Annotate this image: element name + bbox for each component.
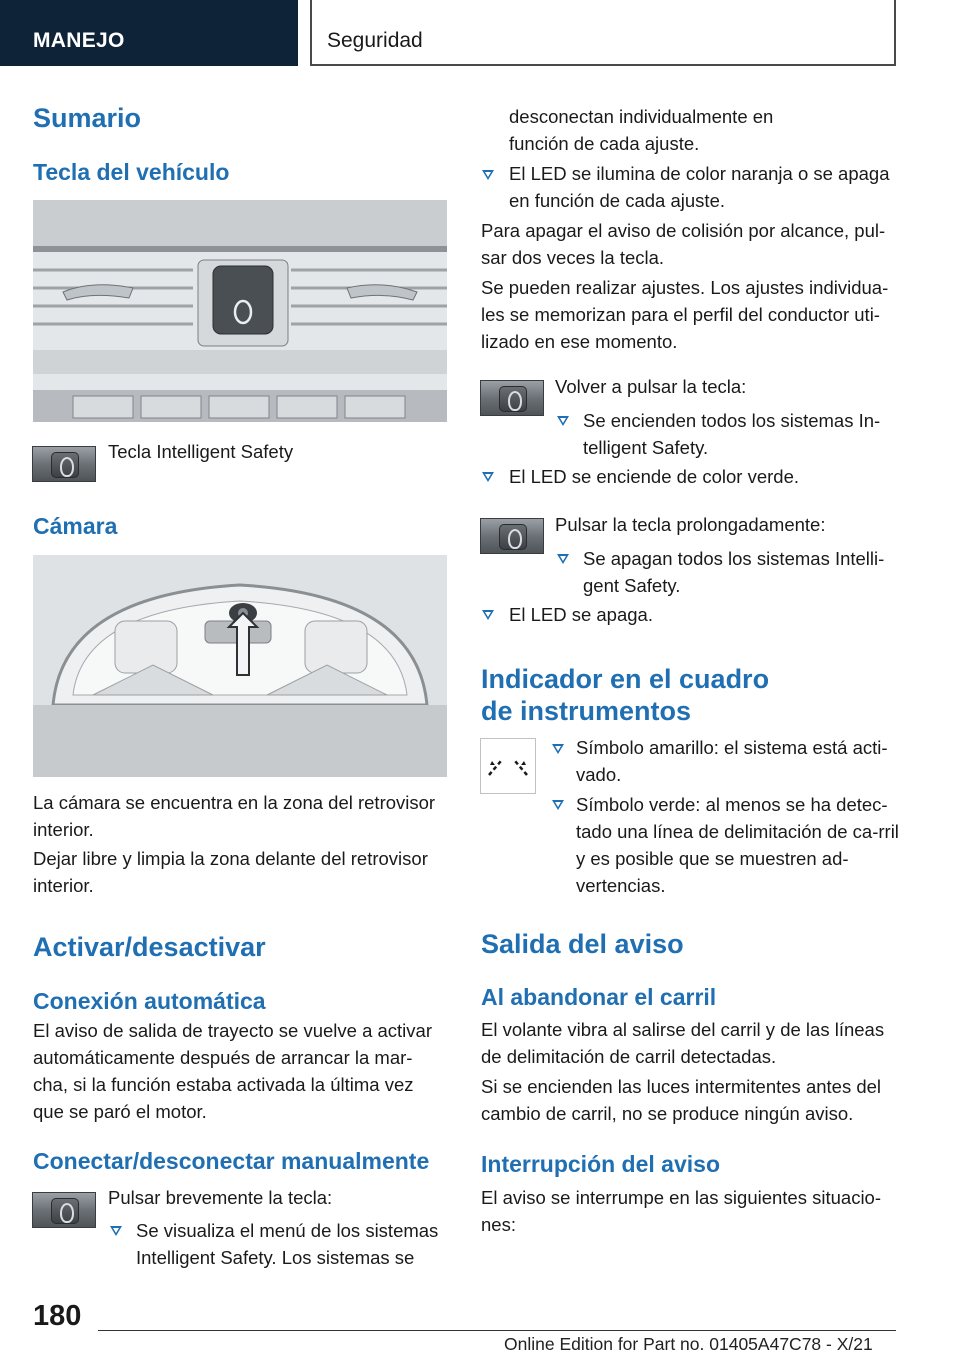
key-caption: Tecla Intelligent Safety [108,441,294,462]
edition-note: Online Edition for Part no. 01405A47C78 - X/21 [504,1334,873,1354]
led-bullet: El LED se ilumina de color naranja o se apaga en función de cada ajuste. [509,163,890,211]
heading-manual: Conectar/desconectar manualmente [33,1148,430,1174]
lane-departure-indicator-icon [480,738,536,794]
footer-divider [98,1330,896,1331]
heading-conexion: Conexión automática [33,988,266,1014]
section-tab: MANEJO [0,0,298,66]
page-number: 180 [33,1300,82,1332]
intelligent-safety-key-icon [480,518,544,554]
intelligent-safety-key-icon [32,446,96,482]
bullet-triangle-icon [482,610,494,620]
intelligent-safety-key-icon [32,1192,96,1228]
heading-indicador: Indicador en el cuadro de instrumentos [481,664,770,726]
apagar-paragraph: Para apagar el aviso de colisión por alcance, pul-sar dos veces la tecla. [481,220,886,268]
prolong-bullet-2: El LED se apaga. [509,604,653,625]
heading-activar: Activar/desactivar [33,932,266,962]
heading-interrupcion: Interrupción del aviso [481,1151,720,1177]
conexion-paragraph: El aviso de salida de trayecto se vuelve a activar automáticamente después de arrancar la mar-cha, si la función estaba activada la última vez que se paró el motor. [33,1020,432,1122]
heading-salida: Salida del aviso [481,929,684,959]
volver-bullet-1: Se encienden todos los sistemas In-telligent Safety. [583,410,881,458]
camera-photo [33,555,447,777]
dashboard-photo [33,200,447,422]
volver-intro: Volver a pulsar la tecla: [555,376,747,397]
indicador-bullet-1: Símbolo amarillo: el sistema está acti-vado. [576,737,888,785]
bullet-triangle-icon [482,170,494,180]
camara-paragraph-1: La cámara se encuentra en la zona del retrovisor interior. [33,792,436,840]
bullet-triangle-icon [552,800,564,810]
manual-intro: Pulsar brevemente la tecla: [108,1187,333,1208]
indicador-bullet-2: Símbolo verde: al menos se ha detec-tado una línea de delimitación de ca-rril y es posible que se muestren ad-vertencias. [576,794,899,896]
heading-camara: Cámara [33,513,118,539]
heading-tecla: Tecla del vehículo [33,159,230,185]
intelligent-safety-key-icon [480,380,544,416]
heading-sumario: Sumario [33,103,142,133]
ajustes-paragraph: Se pueden realizar ajustes. Los ajustes individua-les se memorizan para el perfil del conductor uti-lizado en ese momento. [481,277,889,352]
camara-paragraph-2: Dejar libre y limpia la zona delante del retrovisor interior. [33,848,428,896]
abandonar-paragraph-1: El volante vibra al salirse del carril y de las líneas de delimitación de carril detectadas. [481,1019,885,1067]
heading-abandonar: Al abandonar el carril [481,984,717,1010]
bullet-triangle-icon [110,1226,122,1236]
bullet-triangle-icon [557,416,569,426]
volver-bullet-2: El LED se enciende de color verde. [509,466,800,487]
bullet-triangle-icon [552,744,564,754]
manual-bullet-1: Se visualiza el menú de los sistemas Intelligent Safety. Los sistemas se [136,1220,439,1268]
interrupcion-paragraph: El aviso se interrumpe en las siguientes situacio-nes: [481,1187,881,1235]
chapter-title: Seguridad [310,0,896,66]
bullet-triangle-icon [482,472,494,482]
prolong-bullet-1: Se apagan todos los sistemas Intelli-gent Safety. [583,548,885,596]
continued-text: desconectan individualmente en función de cada ajuste. [509,106,774,154]
abandonar-paragraph-2: Si se encienden las luces intermitentes antes del cambio de carril, no se produce ningún aviso. [481,1076,882,1124]
prolong-intro: Pulsar la tecla prolongadamente: [555,514,826,535]
bullet-triangle-icon [557,554,569,564]
